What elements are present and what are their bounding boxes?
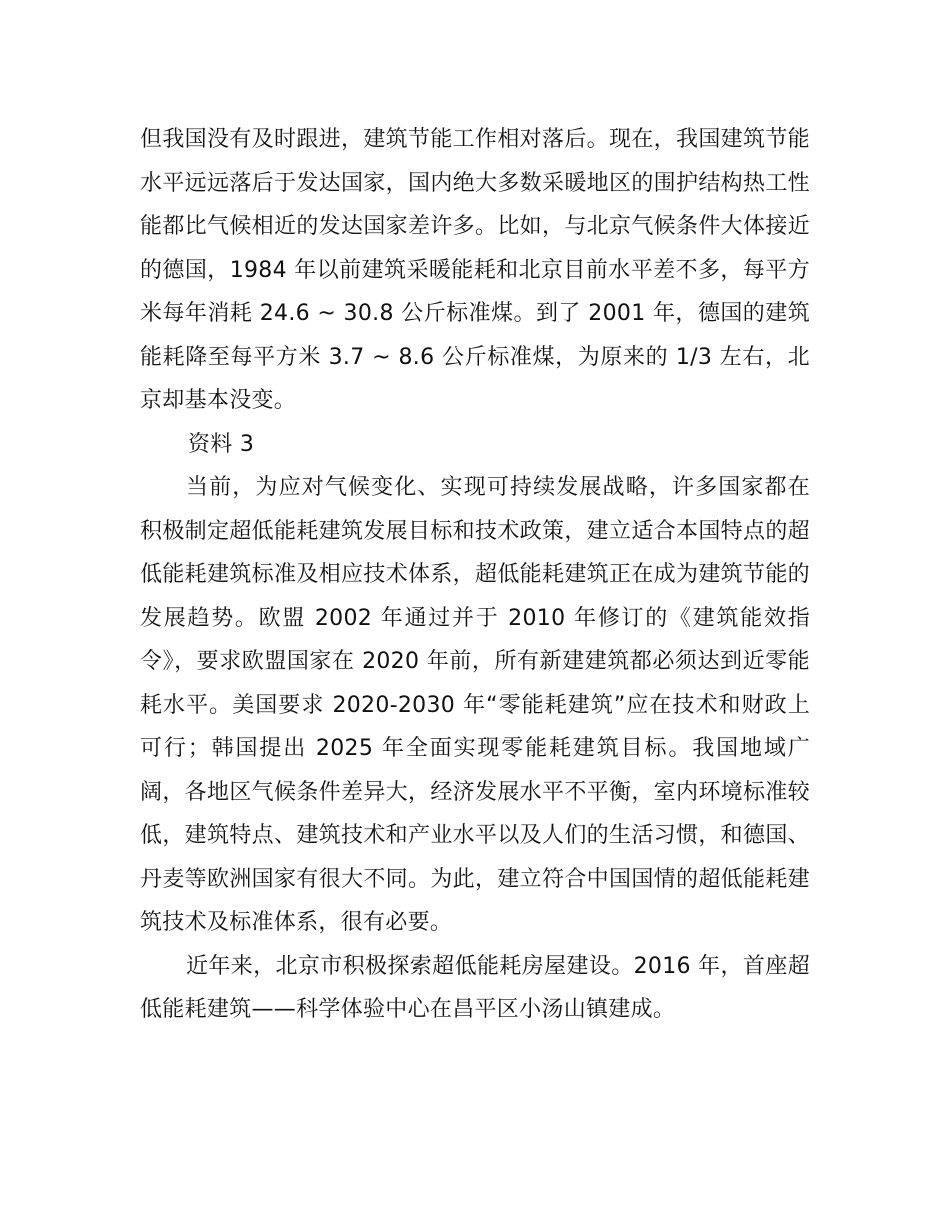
- section-heading: 资料 3: [188, 431, 255, 457]
- paragraph-continuation: 但我国没有及时跟进，建筑节能工作相对落后。现在，我国建筑节能水平远远落后于发达国家，国内绝大多数采暖地区的围护结构热工性能都比气候相近的发达国家差许多。比如，与北京气候条件大体接近的德国，1984 年以前建筑采暖能耗和北京目前水平差不多，每平方米每年消耗 24.6 ~ 30.8 公斤标准煤。到了 2001 年，德国的建筑能耗降至每平方米 3.7 ~ 8.6 公斤标准煤，为原来的 1/3 左右，北京却基本没变。: [140, 127, 810, 413]
- paragraph-policy: 当前，为应对气候变化、实现可持续发展战略，许多国家都在积极制定超低能耗建筑发展目标和技术政策，建立适合本国特点的超低能耗建筑标准及相应技术体系，超低能耗建筑正在成为建筑节能的发展趋势。欧盟 2002 年通过并于 2010 年修订的《建筑能效指令》，要求欧盟国家在 2020 年前，所有新建建筑都必须达到近零能耗水平。美国要求 2020-2030 年“零能耗建筑”应在技术和财政上可行；韩国提出 2025 年全面实现零能耗建筑目标。我国地域广阔，各地区气候条件差异大，经济发展水平不平衡，室内环境标准较低，建筑特点、建筑技术和产业水平以及人们的生活习惯，和德国、丹麦等欧洲国家有很大不同。为此，建立符合中国国情的超低能耗建筑技术及标准体系，很有必要。: [140, 475, 810, 935]
- document-page: [140, 118, 810, 1032]
- paragraph-beijing: 近年来，北京市积极探索超低能耗房屋建设。2016 年，首座超低能耗建筑——科学体验中心在昌平区小汤山镇建成。: [140, 953, 810, 1022]
